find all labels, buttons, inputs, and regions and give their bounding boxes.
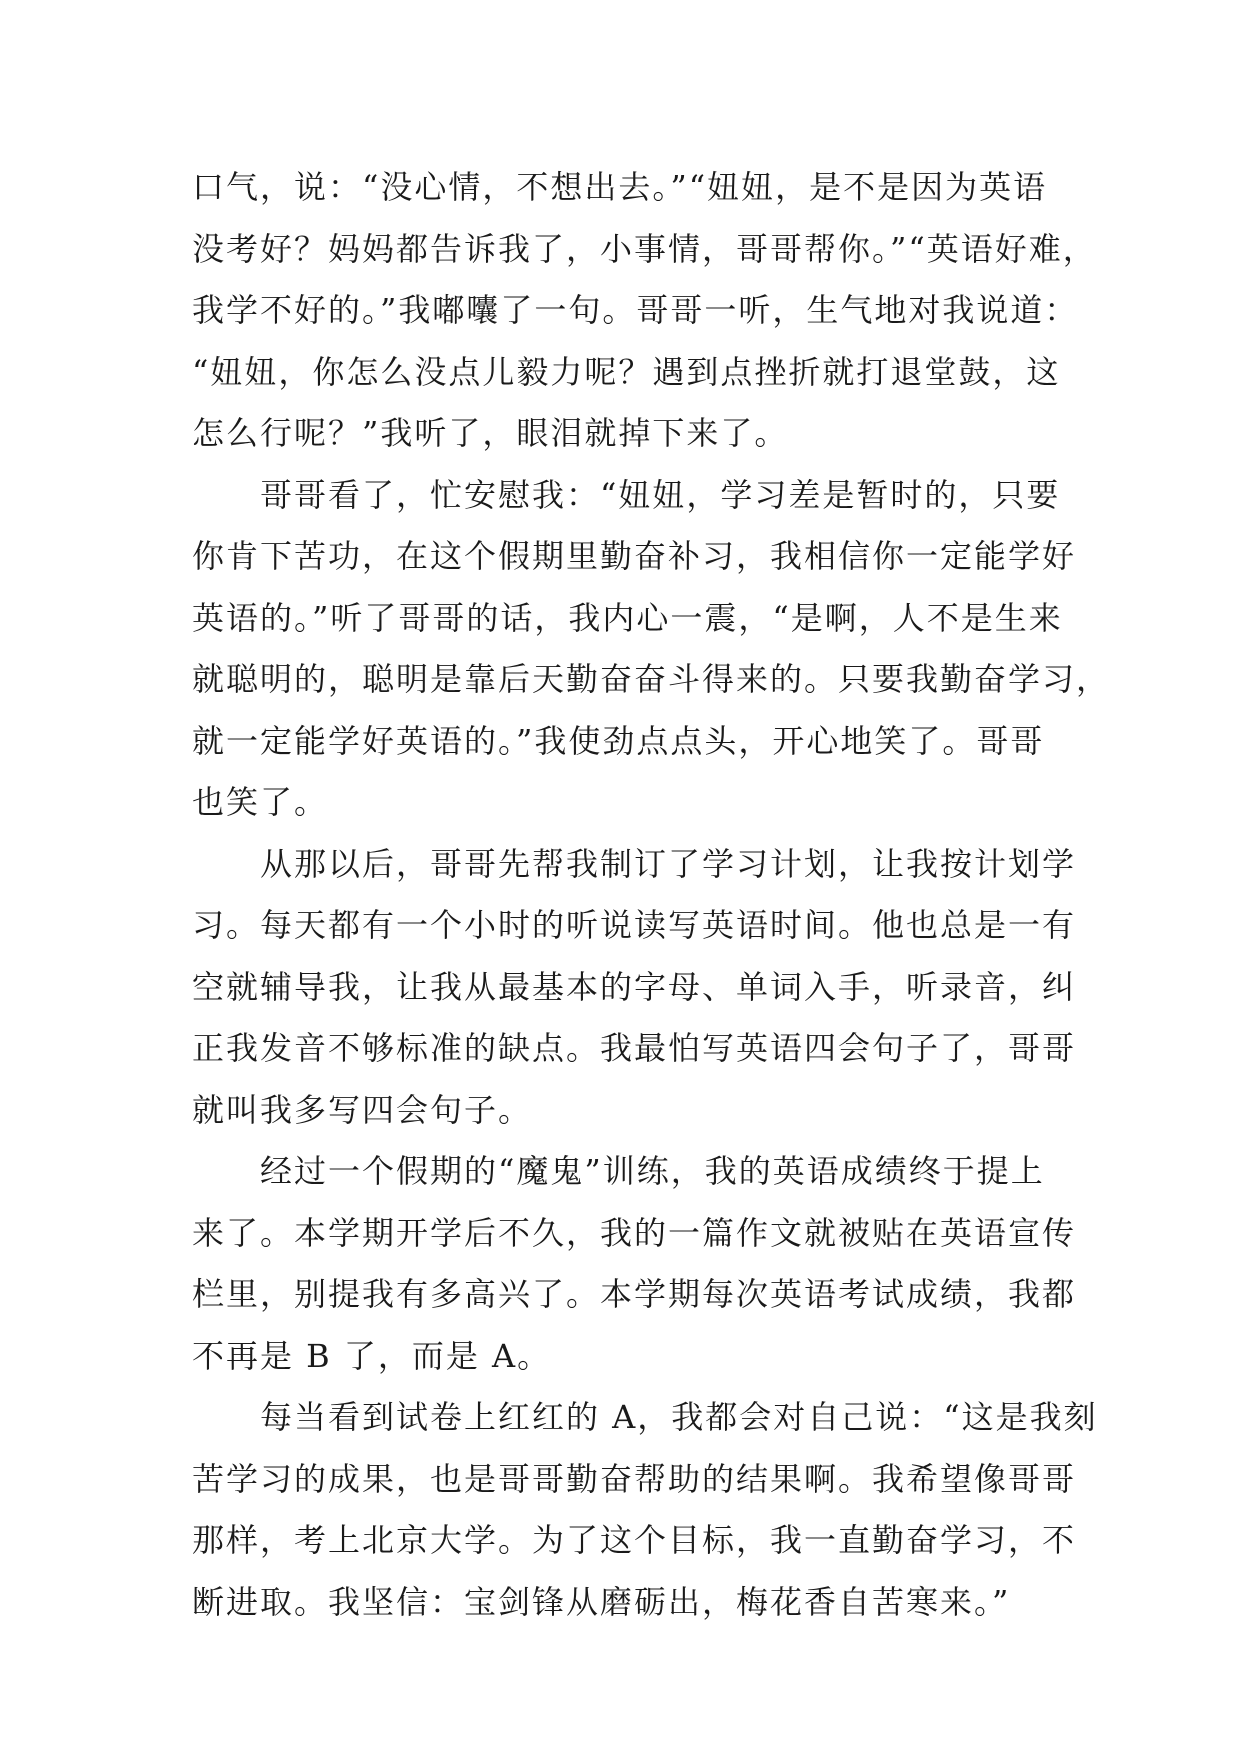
text-line: 就聪明的，聪明是靠后天勤奋奋斗得来的。只要我勤奋学习， <box>192 660 1111 698</box>
text-line: 就一定能学好英语的。”我使劲点点头，开心地笑了。哥哥 <box>192 721 1045 760</box>
text-line: 哥哥看了，忙安慰我：“妞妞，学习差是暂时的，只要 <box>192 475 1061 514</box>
text-line: 每当看到试卷上红红的 A，我都会对自己说：“这是我刻 <box>192 1398 1098 1436</box>
text-line: 不再是 B 了，而是 A。 <box>192 1336 552 1375</box>
text-line: 经过一个假期的“魔鬼”训练，我的英语成绩终于提上 <box>192 1152 1045 1190</box>
text-line: 英语的。”听了哥哥的话，我内心一震，“是啊，人不是生来 <box>192 598 1063 637</box>
text-line: 你肯下苦功，在这个假期里勤奋补习，我相信你一定能学好 <box>192 537 1077 575</box>
text-line: 空就辅导我，让我从最基本的字母、单词入手，听录音，纠 <box>192 967 1077 1006</box>
text-line: 也笑了。 <box>192 783 329 821</box>
essay-body <box>192 157 1111 1633</box>
text-line: 那样，考上北京大学。为了这个目标，我一直勤奋学习，不 <box>192 1521 1077 1559</box>
text-line: “妞妞，你怎么没点儿毅力呢？遇到点挫折就打退堂鼓，这 <box>192 352 1061 391</box>
text-line: 怎么行呢？”我听了，眼泪就掉下来了。 <box>192 414 789 452</box>
text-line: 从那以后，哥哥先帮我制订了学习计划，让我按计划学 <box>192 844 1077 883</box>
text-line: 来了。本学期开学后不久，我的一篇作文就被贴在英语宣传 <box>192 1213 1077 1252</box>
text-line: 断进取。我坚信：宝剑锋从磨砺出，梅花香自苦寒来。” <box>192 1582 1011 1621</box>
text-line: 苦学习的成果，也是哥哥勤奋帮助的结果啊。我希望像哥哥 <box>192 1459 1077 1498</box>
text-line: 没考好？妈妈都告诉我了，小事情，哥哥帮你。”“英语好难， <box>192 229 1097 268</box>
text-line: 栏里，别提我有多高兴了。本学期每次英语考试成绩，我都 <box>192 1275 1077 1313</box>
text-line: 习。每天都有一个小时的听说读写英语时间。他也总是一有 <box>192 906 1077 944</box>
text-line: 我学不好的。”我嘟囔了一句。哥哥一听，生气地对我说道： <box>192 291 1079 329</box>
text-line: 口气，说：“没心情，不想出去。”“妞妞，是不是因为英语 <box>192 168 1048 206</box>
text-line: 正我发音不够标准的缺点。我最怕写英语四会句子了，哥哥 <box>192 1029 1077 1067</box>
text-line: 就叫我多写四会句子。 <box>192 1090 533 1129</box>
